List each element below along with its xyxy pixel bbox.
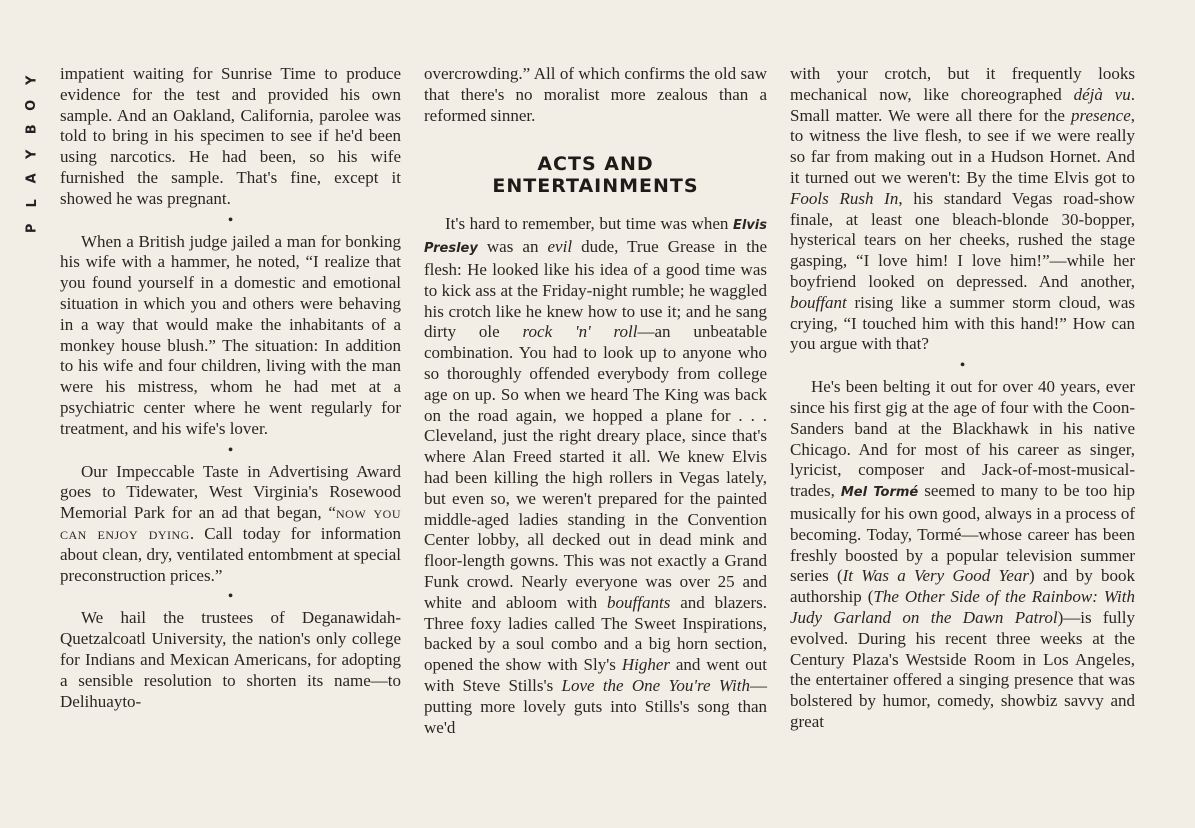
title-letter: A	[24, 173, 40, 184]
italic-text: presence	[1070, 105, 1131, 125]
heading-line: ACTS AND	[537, 153, 654, 176]
section-bullet: •	[959, 357, 966, 375]
text-run: . Small matter. We were all there for the	[790, 84, 1135, 125]
column-2	[424, 64, 767, 738]
text-run: ) and by book authorship (	[790, 566, 1135, 607]
title-letter: P	[24, 223, 40, 233]
text-run: )—is fully evolved. During his recent three weeks at the Century Plaza's Westside Room in Los Angeles, the entertainer offered a singing presence that was bolstered by humor, comedy, showbiz savvy and great	[790, 607, 1136, 731]
title-letter: O	[24, 99, 40, 111]
title-letter: Y	[24, 149, 40, 159]
italic-text: Higher	[621, 655, 670, 675]
text-run: with your crotch, but it frequently looks mechanical now, like choreographed	[790, 64, 1135, 104]
name-highlight: Mel Tormé	[840, 485, 919, 501]
paragraph	[424, 214, 767, 738]
italic-text: Fools Rush In	[790, 188, 899, 208]
text-run: . Call today for information about clean, dry, ventilated entombment at special preconstruction prices.”	[60, 523, 401, 585]
column-3	[790, 64, 1135, 733]
text-run: It's hard to remember, but time was when	[445, 214, 733, 234]
paragraph	[790, 377, 1135, 733]
magazine-title-vertical	[22, 68, 44, 240]
paragraph: impatient waiting for Sunrise Time to produce evidence for the test and provided his own sample. And an Oakland, California, parolee was told to bring in his specimen to see if he'd been using narcotics. He had been, so his wife furnished the sample. That's fine, except it showed he was pregnant.	[60, 64, 401, 208]
text-run: —putting more lovely guts into Stills's song than we'd	[424, 675, 767, 737]
text-run: He's been belting it out for over 40 years, ever since his first gig at the age of four with the Coon-Sanders band at the Blackhawk in his native Chicago. And for most of his career as singer, lyricist, composer and Jack-of-most-musical-trades,	[790, 377, 1135, 501]
small-caps-text: now you can enjoy dying	[60, 503, 401, 543]
text-run: rising like a summer storm cloud, was crying, “I touched him with this hand!” How can you argue with that?	[790, 292, 1135, 354]
column-1	[60, 64, 401, 712]
paragraph: When a British judge jailed a man for bonking his wife with a hammer, he noted, “I realize that you found yourself in a domestic and emotional situation in which you and others were behaving in a way that would make the inhabitants of a monkey house blush.” The situation: In addition to his wife and four children, living with the man were his mistress, whom he had met at a psychiatric center where he went regularly for treatment, and his wife's lover.	[60, 231, 401, 438]
section-bullet: •	[227, 441, 234, 459]
italic-text: Love the One You're With	[561, 675, 750, 695]
text-run: seemed to many to be too hip musically for his own good, always in a process of becoming. Today, Tormé—whose career has been freshly boosted by a popular television summer series (	[790, 481, 1136, 586]
italic-text: déjà vu	[1073, 84, 1131, 104]
section-heading	[424, 153, 767, 197]
italic-text: bouffant	[790, 292, 847, 312]
text-run: dude, True Grease in the flesh: He looked like his idea of a good time was to kick ass at the Friday-night rumble; he waggled his crotch like he knew how to use it; and he sang dirty ole	[424, 237, 767, 342]
italic-text: It Was a Very Good Year	[842, 566, 1030, 586]
paragraph	[790, 64, 1135, 355]
paragraph	[60, 462, 401, 587]
text-run: , his standard Vegas road-show finale, at least one bleach-blonde 30-bopper, hysterical tears on her cheeks, rushed the stage gasping, “I love him! I love him!”—while her boyfriend looked on depressed. And another,	[790, 188, 1135, 291]
text-run: , to witness the live flesh, to see if we were really so far from making out in a Hudson Hornet. And it turned out we weren't: By the time Elvis got to	[790, 105, 1135, 187]
italic-text: bouffants	[607, 592, 671, 612]
text-run: Our Impeccable Taste in Advertising Award goes to Tidewater, West Virginia's Rosewood Memorial Park for an ad that began, “	[60, 461, 401, 523]
text-run: was an	[477, 237, 548, 257]
title-letter: Y	[24, 75, 40, 86]
italic-text: evil	[547, 237, 573, 257]
italic-text: The Other Side of the Rainbow: With Judy Garland on the Dawn Patrol	[790, 587, 1135, 627]
text-run: and blazers. Three foxy ladies called The Sweet Inspirations, backed by a soul combo and a big horn section, opened the show with Sly's	[424, 592, 768, 675]
italic-text: rock 'n' roll	[522, 322, 638, 342]
text-run: —an unbeatable combination. You had to look up to anyone who so thoroughly offended everybody from college age on up. So when we heard The King was back on the road again, we hopped a plane for . . . Cleveland, just the right dreary place, since that's where Alan Freed started it all. We knew Elvis had been killing the high rollers in Vegas lately, but even so, we weren't prepared for the painted middle-aged ladies standing in the Convention Center lobby, all decked out in dead mink and floor-length gowns. This was not exactly a Grand Funk crowd. Nearly everyone was over 25 and white and abloom with	[424, 322, 767, 612]
section-bullet: •	[227, 211, 234, 229]
section-bullet: •	[227, 588, 234, 606]
paragraph: We hail the trustees of Deganawidah-Quetzalcoatl University, the nation's only college for Indians and Mexican Americans, for adopting a sensible resolution to shorten its name—to Delihuayto-	[60, 608, 401, 711]
title-letter: B	[24, 124, 40, 135]
heading-line: ENTERTAINMENTS	[492, 175, 699, 198]
title-letter: L	[24, 199, 40, 208]
paragraph: overcrowding.” All of which confirms the old saw that there's no moralist more zealous than a reformed sinner.	[424, 64, 767, 125]
text-run: and went out with Steve Stills's	[424, 655, 767, 695]
name-highlight: Elvis Presley	[424, 218, 767, 257]
